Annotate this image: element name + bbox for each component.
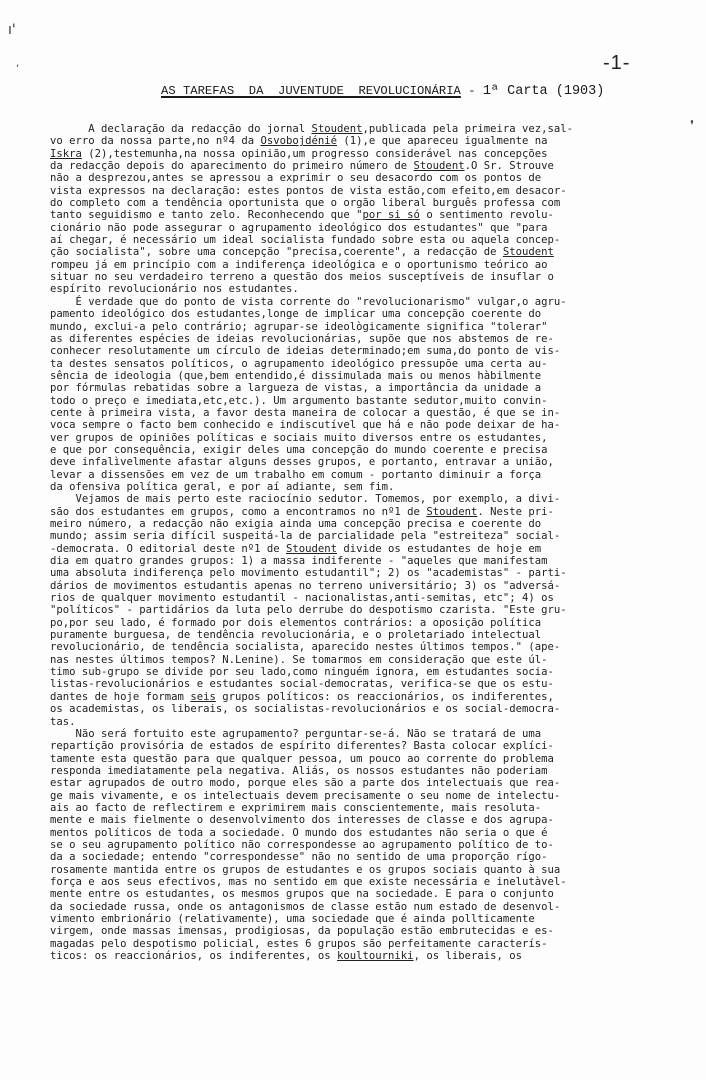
text-line: aí chegar, é necessário um ideal socialista fundado sobre esta ou aquela concep- <box>50 234 561 247</box>
text-line: nas nestes últimos tempos? N.Lenine). Se tomarmos em consideração que este úl- <box>50 653 548 666</box>
text-line: vimento embrionário (relativamente), uma sociedade que é ainda pollticamente <box>50 913 535 925</box>
text-line: meiro número, a redacção não exigia ainda uma concepção precisa e coerente do <box>50 518 542 530</box>
text-line: voca sempre o facto bem conhecido e indiscutível que há e não pode deixar de ha- <box>50 419 561 432</box>
text-line: estar agrupados de outro modo, porque eles são a parte dos intelectuais que rea- <box>50 777 561 790</box>
text-line: e que por consequência, exigir deles uma concepção do mundo coerente e precisa <box>50 443 548 456</box>
underlined-term: Stoudent <box>286 542 338 555</box>
text-line: tas. <box>50 715 76 728</box>
text-line: força e aos seus efectivos, mas no sentido em que existe necessária e inelutàvel- <box>50 875 567 888</box>
text-line: rompeu já em princípio com a indiferença ideológica e o oportunismo teórico ao <box>50 258 548 271</box>
scan-mark: ı' <box>8 22 16 38</box>
document-title <box>161 84 604 99</box>
underlined-term: Stoudent <box>413 160 465 173</box>
text-line: -democrata. O editorial deste nº1 de Stoudent divide os estudantes de hoje em <box>50 542 542 555</box>
text-line: da a sociedade; entendo "correspondesse" não no sentido de uma proporção rígo- <box>50 851 548 864</box>
text-line: Vejamos de mais perto este raciocínio sedutor. Tomemos, por exemplo, a divi- <box>50 493 561 506</box>
text-line: tanto seguidismo e tanto zelo. Reconhecendo que "por si só o sentimento revolu- <box>50 209 554 222</box>
text-line: ção socialista", sobre uma concepção "precisa,coerente", a redacção de Stoudent <box>50 246 554 259</box>
text-line: magadas pelo despotismo policial, estes 6 grupos são perfeitamente caracterís- <box>50 937 548 950</box>
text-line: por fórmulas rebatidas sobre a largueza de vistas, a importância da unidade a <box>50 382 542 395</box>
text-line: da ofensiva política geral, e por aí adiante, sem fim. <box>50 480 395 493</box>
text-line: tamente esta questão para que qualquer pessoa, um pouco ao corrente do problema <box>50 752 554 765</box>
underlined-term: Stoudent <box>502 246 554 259</box>
text-line: listas-revolucionários e estudantes social-democratas, verifica-se que os estu- <box>50 678 554 691</box>
text-line: ta destes sensatos políticos, o agrupamento ideológico pressupõe uma certa au- <box>50 357 548 370</box>
text-line: são dos estudantes em grupos, como a encontramos no nº1 de Stoudent. Neste pri- <box>50 505 554 518</box>
text-line: cionário não pode assegurar o agrupamento ideológico dos estudantes" que "para <box>50 221 548 234</box>
text-line: dários de movimentos estudantis apenas no terreno universitário; 3) os "adversá- <box>50 579 561 592</box>
text-line: deve infalìvelmente afastar alguns desses grupos, e portanto, entravar a união, <box>50 456 554 469</box>
text-line: virgem, onde massas imensas, prodigiosas, da população estão embrutecidas e es- <box>50 925 554 938</box>
text-line: não a desprezou,antes se apressou a exprimir o seu desacordo com os pontos de <box>50 172 542 185</box>
underlined-term: seis <box>190 690 216 703</box>
text-line: espírito revolucionário nos estudantes. <box>50 283 299 296</box>
scan-mark: ❜ <box>690 118 694 132</box>
text-line: É verdade que do ponto de vista corrente do "revolucionarismo" vulgar,o agru- <box>50 295 567 308</box>
text-line: responda imediatamente pela negativa. Aliás, os nossos estudantes não poderiam <box>50 764 548 777</box>
underlined-term: Osvobojdénié <box>260 135 338 148</box>
underlined-term: Iskra <box>50 147 82 160</box>
text-line: levar a dissensões em vez de um trabalho em comum - portanto diminuir a força <box>50 468 542 481</box>
text-line: as diferentes espécies de ideias revolucionárias, supõe que nos abstemos de re- <box>50 332 554 345</box>
text-line: uma absoluta indiferença pelo movimento estudantil"; 2) os "academistas" - parti- <box>50 567 567 580</box>
text-line: revolucionário, de tendência socialista, aparecido nestes últimos tempos." (ape- <box>50 641 561 654</box>
text-line: sência de ideologia (que,bem entendido,é dissimulada mais ou menos hàbilmente <box>50 369 542 382</box>
text-line: vista expressos na declaração: estes pontos de vista estão,com efeito,em desacor- <box>50 184 567 197</box>
text-line: vo erro da nossa parte,no nº4 da Osvobojdénié (1),e que apareceu igualmente na <box>50 135 548 148</box>
text-line: rios de qualquer movimento estudantil - nacionalistas,anti-semitas, etc"; 4) os <box>50 592 554 605</box>
text-line: timo sub-grupo se divide por seu lado,como ninguém ignora, em estudantes socia- <box>50 666 554 679</box>
text-line: ticos: os reaccionários, os indiferentes, os koultourniki, os liberais, os <box>50 950 522 963</box>
text-line: puramente burguesa, de tendência revolucionária, e o proletariado intelectual <box>50 629 542 642</box>
text-line: mente entre os estudantes, os mesmos grupos que na sociedade. E para o conjunto <box>50 888 554 901</box>
underlined-term: Stoudent <box>426 505 478 518</box>
text-line: mundo; assim seria difícil suspeitá-la de parcialidade pela "estreiteza" social- <box>50 530 561 543</box>
text-line: se o seu agrupamento político não correspondesse ao agrupamento político de to- <box>50 838 554 851</box>
text-line: dia em quatro grandes grupos: 1) a massa indiferente - "aqueles que manifestam <box>50 555 548 568</box>
underlined-term: por si só <box>362 209 420 222</box>
scan-mark: , <box>16 58 20 69</box>
text-line: todo o preço e imediata,etc,etc.). Um argumento bastante sedutor,muito convin- <box>50 394 548 407</box>
text-line: mente e mais fielmente o desenvolvimento dos interesses de classe e dos agrupa- <box>50 814 554 827</box>
text-line: "políticos" - partidários da luta pelo derrube do despotismo czarista. "Este gru- <box>50 604 567 617</box>
title-subtitle: 1ª Carta (1903) <box>482 84 605 99</box>
text-line: repartição provisória de estados de espírito diferentes? Basta colocar explíci- <box>50 740 554 753</box>
text-line: do completo com a tendência oportunista que o orgão liberal burguês professa com <box>50 197 561 210</box>
text-line: pamento ideológico dos estudantes,longe de implicar uma concepção coerente do <box>50 308 542 321</box>
underlined-term: Stoudent <box>311 123 363 135</box>
text-line: mentos políticos de toda a sociedade. O mundo dos estudantes não seria o que é <box>50 826 548 839</box>
text-line: situar no seu verdadeiro terreno a questão dos meios susceptíveis de insuflar o <box>50 271 554 284</box>
title-separator: - <box>460 84 483 98</box>
text-line: rosamente mantida entre os grupos de estudantes e os grupos sociais quanto à sua <box>50 863 561 876</box>
document-body <box>50 123 670 962</box>
text-line: ais ao facto de reflectirem e exprimirem mais conscientemente, mais resoluta- <box>50 801 542 814</box>
page-number: -1- <box>603 52 631 74</box>
text-line: dantes de hoje formam seis grupos políticos: os reaccionários, os indiferentes, <box>50 690 554 703</box>
text-line: A declaração da redacção do jornal Stoudent,publicada pela primeira vez,sal- <box>50 123 574 135</box>
text-line: Iskra (2),testemunha,na nossa opinião,um progresso considerável nas concepções <box>50 147 548 160</box>
text-line: da sociedade russa, onde os antagonismos de classe estão num estado de desenvol- <box>50 900 561 913</box>
text-line: cente à primeira vista, a favor desta maneira de colocar a questão, é que se in- <box>50 406 561 419</box>
text-line: mundo, exclui-a pelo contrário; agrupar-se ideològicamente significa "tolerar" <box>50 320 548 333</box>
text-line: conhecer resolutamente um círculo de ideias determinado;em suma,do ponto de vis- <box>50 345 561 358</box>
underlined-term: koultourniki <box>337 950 414 963</box>
text-line: os academistas, os liberais, os socialistas-revolucionários e os social-democra- <box>50 703 561 716</box>
text-line: ver grupos de opiniões políticas e sociais muito diversos entre os estudantes, <box>50 431 548 444</box>
text-line: Não será fortuito este agrupamento? perguntar-se-á. Não se tratará de uma <box>50 727 542 740</box>
text-line: ge mais vivamente, e os intelectuais devem precisamente o seu nome de intelectu- <box>50 789 561 802</box>
text-line: po,por seu lado, é formado por dois elementos contrários: a oposição política <box>50 616 542 629</box>
text-line: da redacção depois do aparecimento do primeiro número de Stoudent.O Sr. Strouve <box>50 160 554 173</box>
title-main: AS TAREFAS DA JUVENTUDE REVOLUCIONÁRIA <box>161 84 461 98</box>
